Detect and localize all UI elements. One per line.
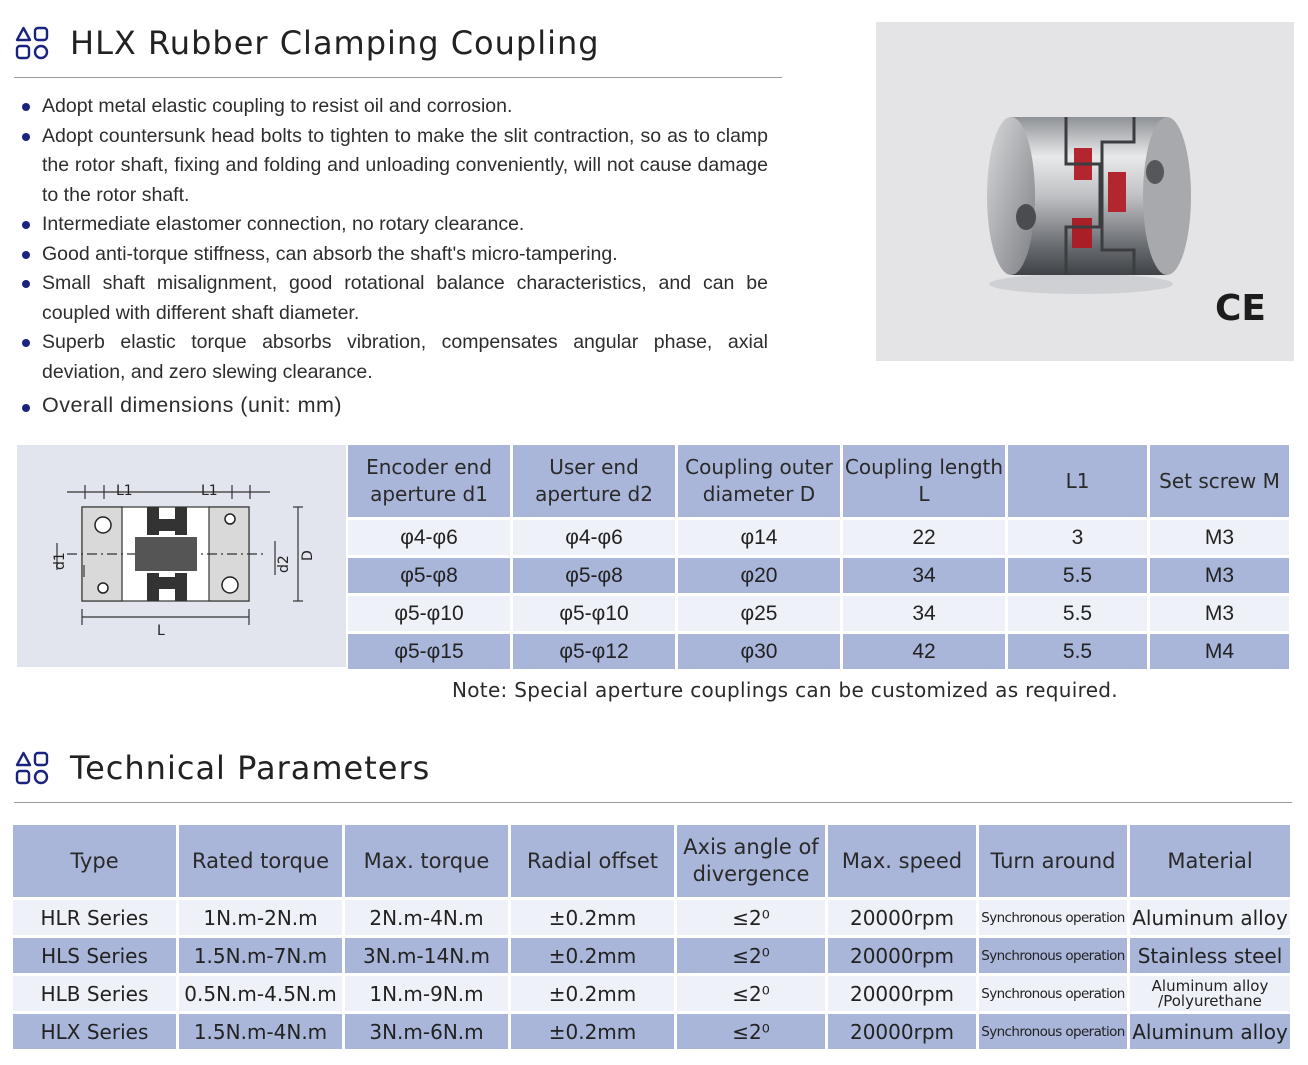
table-cell: 1N.m-9N.m bbox=[345, 976, 508, 1011]
table-cell: Synchronous operation bbox=[979, 900, 1127, 935]
table-cell: 3N.m-6N.m bbox=[345, 1014, 508, 1049]
table-cell: 5.5 bbox=[1008, 558, 1147, 593]
section-divider bbox=[14, 802, 1292, 803]
column-header: L1 bbox=[1008, 445, 1147, 517]
label-d2: d2 bbox=[276, 555, 292, 573]
table-cell: φ4-φ6 bbox=[348, 520, 510, 555]
column-header: Rated torque bbox=[179, 825, 342, 897]
bullet-icon bbox=[22, 221, 30, 229]
ce-mark: CE bbox=[1215, 288, 1267, 329]
table-cell: 5.5 bbox=[1008, 596, 1147, 631]
table-cell: HLS Series bbox=[13, 938, 176, 973]
table-header-row bbox=[348, 445, 1289, 517]
column-header: Max. speed bbox=[828, 825, 976, 897]
product-photo bbox=[876, 22, 1294, 361]
table-cell: 5.5 bbox=[1008, 634, 1147, 669]
table-cell: Stainless steel bbox=[1130, 938, 1290, 973]
column-header: Turn around bbox=[979, 825, 1127, 897]
list-item: Overall dimensions (unit: mm) bbox=[14, 391, 768, 421]
list-item: Superb elastic torque absorbs vibration, compensates angular phase, axial deviation, and zero slewing clearance. bbox=[14, 328, 768, 387]
table-row bbox=[13, 1014, 1290, 1049]
table-cell: HLX Series bbox=[13, 1014, 176, 1049]
bullet-icon bbox=[22, 103, 30, 111]
column-header: Max. torque bbox=[345, 825, 508, 897]
table-cell: ≤2⁰ bbox=[677, 1014, 825, 1049]
table-cell: ±0.2mm bbox=[511, 976, 674, 1011]
table-cell: φ5-φ8 bbox=[513, 558, 675, 593]
table-row bbox=[13, 938, 1290, 973]
table-cell: ±0.2mm bbox=[511, 938, 674, 973]
table-row bbox=[348, 596, 1289, 631]
label-l1-left: L1 bbox=[116, 483, 133, 499]
table-cell: Synchronous operation bbox=[979, 938, 1127, 973]
column-header: Encoder end aperture d1 bbox=[348, 445, 510, 517]
table-cell: 20000rpm bbox=[828, 938, 976, 973]
section-title: Technical Parameters bbox=[70, 749, 431, 787]
table-row bbox=[348, 634, 1289, 669]
table-cell: ±0.2mm bbox=[511, 900, 674, 935]
coupling-image bbox=[876, 22, 1294, 361]
dimension-drawing bbox=[17, 445, 346, 667]
bullet-icon bbox=[22, 251, 30, 259]
column-header: Radial offset bbox=[511, 825, 674, 897]
column-header: Set screw M bbox=[1150, 445, 1289, 517]
title-divider bbox=[14, 77, 782, 78]
table-cell: Synchronous operation bbox=[979, 1014, 1127, 1049]
dimension-table bbox=[345, 442, 1292, 672]
table-row bbox=[348, 558, 1289, 593]
table-cell: 34 bbox=[843, 596, 1005, 631]
table-row bbox=[13, 976, 1290, 1011]
shapes-icon bbox=[14, 750, 50, 786]
technical-table bbox=[10, 822, 1293, 1052]
table-cell: 20000rpm bbox=[828, 976, 976, 1011]
column-header: User end aperture d2 bbox=[513, 445, 675, 517]
table-cell: 0.5N.m-4.5N.m bbox=[179, 976, 342, 1011]
table-cell: Aluminum alloy /Polyurethane bbox=[1130, 976, 1290, 1011]
table-cell: 1.5N.m-7N.m bbox=[179, 938, 342, 973]
list-item: Small shaft misalignment, good rotational balance characteristics, and can be coupled with different shaft diameter. bbox=[14, 269, 768, 328]
table-cell: ±0.2mm bbox=[511, 1014, 674, 1049]
table-cell: HLR Series bbox=[13, 900, 176, 935]
bullet-icon bbox=[22, 133, 30, 141]
table-cell: 3N.m-14N.m bbox=[345, 938, 508, 973]
column-header: Type bbox=[13, 825, 176, 897]
table-row bbox=[348, 520, 1289, 555]
table-cell: φ4-φ6 bbox=[513, 520, 675, 555]
table-cell: 1N.m-2N.m bbox=[179, 900, 342, 935]
column-header: Coupling outer diameter D bbox=[678, 445, 840, 517]
table-cell: HLB Series bbox=[13, 976, 176, 1011]
label-outer-d: D bbox=[300, 550, 316, 561]
table-cell: M4 bbox=[1150, 634, 1289, 669]
coupling-drawing bbox=[17, 445, 346, 667]
feature-list bbox=[14, 92, 768, 421]
table-cell: M3 bbox=[1150, 596, 1289, 631]
table-cell: 20000rpm bbox=[828, 900, 976, 935]
table-cell: φ5-φ12 bbox=[513, 634, 675, 669]
table-cell: M3 bbox=[1150, 520, 1289, 555]
table-cell: φ25 bbox=[678, 596, 840, 631]
shapes-icon bbox=[14, 25, 50, 61]
table-header-row bbox=[13, 825, 1290, 897]
table-cell: ≤2⁰ bbox=[677, 938, 825, 973]
section-heading-technical bbox=[14, 749, 430, 787]
label-l: L bbox=[157, 623, 165, 639]
table-cell: φ5-φ10 bbox=[348, 596, 510, 631]
table-cell: Aluminum alloy bbox=[1130, 900, 1290, 935]
table-cell: φ5-φ8 bbox=[348, 558, 510, 593]
table-cell: φ5-φ15 bbox=[348, 634, 510, 669]
table-cell: 22 bbox=[843, 520, 1005, 555]
table-cell: 2N.m-4N.m bbox=[345, 900, 508, 935]
table-cell: 3 bbox=[1008, 520, 1147, 555]
table-cell: 20000rpm bbox=[828, 1014, 976, 1049]
column-header: Axis angle of divergence bbox=[677, 825, 825, 897]
table-cell: 34 bbox=[843, 558, 1005, 593]
table-cell: φ14 bbox=[678, 520, 840, 555]
list-item: Good anti-torque stiffness, can absorb the shaft's micro-tampering. bbox=[14, 240, 768, 270]
table-cell: Synchronous operation bbox=[979, 976, 1127, 1011]
table-cell: ≤2⁰ bbox=[677, 976, 825, 1011]
column-header: Material bbox=[1130, 825, 1290, 897]
list-item: Adopt countersunk head bolts to tighten to make the slit contraction, so as to clamp the rotor shaft, fixing and folding and unloading conveniently, will not cause damage to the rotor shaft. bbox=[14, 122, 768, 211]
section-heading-product bbox=[14, 24, 600, 62]
table-row bbox=[13, 900, 1290, 935]
table-cell: M3 bbox=[1150, 558, 1289, 593]
table-cell: φ20 bbox=[678, 558, 840, 593]
page-title: HLX Rubber Clamping Coupling bbox=[70, 24, 600, 62]
column-header: Coupling length L bbox=[843, 445, 1005, 517]
label-l1-right: L1 bbox=[201, 483, 218, 499]
table-cell: ≤2⁰ bbox=[677, 900, 825, 935]
table-cell: Aluminum alloy bbox=[1130, 1014, 1290, 1049]
list-item: Intermediate elastomer connection, no rotary clearance. bbox=[14, 210, 768, 240]
table-cell: φ30 bbox=[678, 634, 840, 669]
table-cell: 1.5N.m-4N.m bbox=[179, 1014, 342, 1049]
list-item: Adopt metal elastic coupling to resist oil and corrosion. bbox=[14, 92, 768, 122]
bullet-icon bbox=[22, 339, 30, 347]
table-cell: φ5-φ10 bbox=[513, 596, 675, 631]
table-cell: 42 bbox=[843, 634, 1005, 669]
bullet-icon bbox=[22, 404, 30, 412]
label-d1: d1 bbox=[52, 552, 68, 570]
customization-note: Note: Special aperture couplings can be customized as required. bbox=[452, 678, 1118, 702]
bullet-icon bbox=[22, 280, 30, 288]
